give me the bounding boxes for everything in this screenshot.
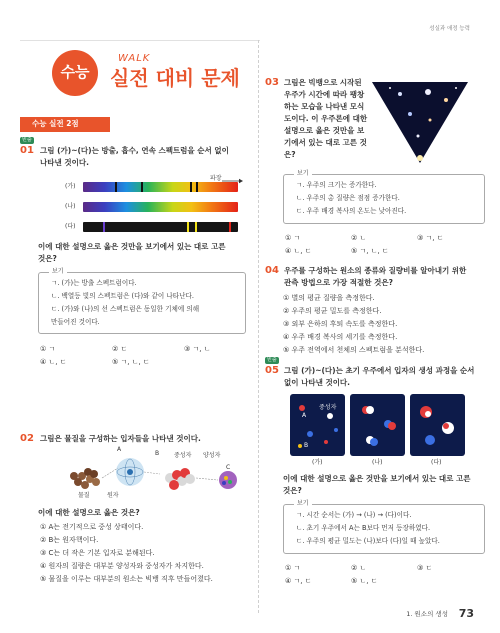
q4-text-line1: 우주를 구성하는 원소의 종류와 질량비를 알아내기 위한 <box>284 266 467 275</box>
q1-number: 01 <box>20 145 34 156</box>
page-title: 실전 대비 문제 <box>110 66 240 90</box>
q5-bogi-item-1: ㄱ. 시간 순서는 (가) → (나) → (다)이다. <box>296 511 412 519</box>
q4-option-5[interactable]: ⑤ 우주 전역에서 천체의 스펙트럼을 분석한다. <box>283 346 425 354</box>
spectrum-ga-continuous <box>83 182 238 192</box>
header-divider <box>20 40 260 41</box>
q1-bogi-item-4: 만들어진 것이다. <box>51 318 100 326</box>
q5-choice-4[interactable]: ④ ㄱ, ㄷ <box>285 577 312 585</box>
q1-bogi-item-3: ㄷ. (가)와 (나)의 선 스펙트럼은 동일한 기체에 의해 <box>51 305 200 313</box>
q5-text-line1: 그림 (가)~(다)는 초기 우주에서 입자의 생성 과정을 순서 <box>284 366 475 375</box>
footer-chapter: 1. 원소의 생성 <box>406 609 448 618</box>
q1-choice-1[interactable]: ① ㄱ <box>40 345 56 353</box>
q3-text-line7: 은? <box>284 150 296 159</box>
q3-text-line2: 우주가 시간에 따라 팽창 <box>284 90 365 99</box>
q3-bogi-item-2: ㄴ. 우주의 총 질량은 점점 증가한다. <box>296 194 400 202</box>
q2-prompt: 이에 대한 설명으로 옳은 것은? <box>38 508 140 517</box>
q4-number: 04 <box>265 265 279 276</box>
q5-choice-1[interactable]: ① ㄱ <box>285 564 301 572</box>
q2-text: 그림은 물질을 구성하는 입자들을 나타낸 것이다. <box>40 434 201 443</box>
wavelength-label: 파장 <box>210 175 222 182</box>
q5-bogi-item-3: ㄷ. 우주의 평균 밀도는 (나)보다 (다)일 때 높았다. <box>296 537 440 545</box>
panel-na-illustration <box>350 394 405 456</box>
q1-text-line1: 그림 (가)~(다)는 방출, 흡수, 연속 스펙트럼을 순서 없이 <box>40 146 229 155</box>
q4-option-2[interactable]: ② 우주의 평균 밀도를 측정한다. <box>283 307 382 315</box>
q3-bogi-label: 보기 <box>294 170 312 179</box>
q3-text-line5: 설명으로 옳은 것만을 보 <box>284 126 365 135</box>
column-divider <box>258 40 259 613</box>
label-b: B <box>155 450 160 457</box>
q1-bogi-item-1: ㄱ. (가)는 방출 스펙트럼이다. <box>51 279 137 287</box>
q4-option-3[interactable]: ③ 외부 은하의 후퇴 속도를 측정한다. <box>283 320 398 328</box>
q2-option-1[interactable]: ① A는 전기적으로 중성 상태이다. <box>40 523 144 531</box>
q3-text-line6: 기에서 있는 대로 고른 것 <box>284 138 367 147</box>
q1-bogi-label: 보기 <box>49 268 67 277</box>
q5-prompt-line2: 것은? <box>283 486 302 495</box>
label-c: C <box>226 464 231 471</box>
page-number: 73 <box>458 607 474 621</box>
q1-choice-3[interactable]: ③ ㄱ, ㄴ <box>184 345 211 353</box>
q5-label-neutron: 중성자 <box>319 404 337 411</box>
q3-text-line1: 그림은 빅뱅으로 시작된 <box>284 78 362 87</box>
q3-choice-2[interactable]: ② ㄴ <box>351 234 367 242</box>
q2-option-4[interactable]: ④ 원자의 질량은 대부분 양성자와 중성자가 차지한다. <box>40 562 204 570</box>
q2-option-5[interactable]: ⑤ 물질을 이루는 대부분의 원소는 빅뱅 직후 만들어졌다. <box>40 575 213 583</box>
q4-option-1[interactable]: ① 별의 평균 질량을 측정한다. <box>283 294 375 302</box>
universe-expansion-illustration <box>370 80 470 165</box>
q3-bogi-item-3: ㄷ. 우주 배경 복사의 온도는 낮아진다. <box>296 207 407 215</box>
panel-da-illustration <box>410 394 465 456</box>
q5-bogi-label: 보기 <box>294 500 312 509</box>
q2-option-3[interactable]: ③ C는 더 작은 기본 입자로 분해된다. <box>40 549 155 557</box>
q1-prompt-line2: 것은? <box>38 254 57 263</box>
q3-choice-1[interactable]: ① ㄱ <box>285 234 301 242</box>
header-tagline: 성실과 애정 능력 <box>429 26 470 32</box>
q1-prompt-line1: 이에 대한 설명으로 옳은 것만을 보기에서 있는 대로 고른 <box>38 242 226 251</box>
panel-ga-illustration <box>290 394 345 456</box>
section-tag: 수능 실전 2점 <box>20 117 110 132</box>
q1-bogi-item-2: ㄴ. 백열등 빛의 스펙트럼은 (다)와 같이 나타난다. <box>51 292 194 300</box>
label-a: A <box>117 446 122 453</box>
q5-bogi-item-2: ㄴ. 초기 우주에서 A는 B보다 먼저 등장하였다. <box>296 524 431 532</box>
label-proton: 양성자 <box>203 452 221 459</box>
q4-text-line2: 관측 방법으로 가장 적절한 것은? <box>284 278 393 287</box>
q2-number: 02 <box>20 433 34 444</box>
q1-bogi-box <box>38 268 246 334</box>
spectrum-na-absorption <box>83 202 238 212</box>
q3-bogi-item-1: ㄱ. 우주의 크기는 증가한다. <box>296 181 377 189</box>
q5-caption-na: (나) <box>372 459 383 466</box>
q1-badge: 빈출 <box>22 137 32 143</box>
q5-number: 05 <box>265 365 279 376</box>
spectrum-da-emission <box>83 222 238 232</box>
q1-text-line2: 나타낸 것이다. <box>40 158 89 167</box>
spectrum-label-na: (나) <box>65 203 76 210</box>
q5-choice-2[interactable]: ② ㄴ <box>351 564 367 572</box>
walk-label: WALK <box>118 53 151 64</box>
label-neutron: 중성자 <box>174 452 192 459</box>
suneung-badge: 수능 <box>52 50 98 96</box>
q5-bogi-box <box>283 500 485 554</box>
q5-label-a: A <box>302 412 307 419</box>
q3-choice-3[interactable]: ③ ㄱ, ㄷ <box>417 234 444 242</box>
q5-prompt-line1: 이에 대한 설명으로 옳은 것만을 보기에서 있는 대로 고른 <box>283 474 471 483</box>
q5-caption-ga: (가) <box>312 459 323 466</box>
q1-choice-5[interactable]: ⑤ ㄱ, ㄴ, ㄷ <box>112 358 150 366</box>
q3-number: 03 <box>265 77 279 88</box>
q3-text-line4: 도이다. 이 우주론에 대한 <box>284 114 368 123</box>
spectrum-label-da: (다) <box>65 223 76 230</box>
q5-label-b: B <box>304 442 309 449</box>
label-material: 물질 <box>78 492 90 499</box>
q2-option-2[interactable]: ② B는 원자핵이다. <box>40 536 99 544</box>
q5-choice-5[interactable]: ⑤ ㄴ, ㄷ <box>351 577 378 585</box>
spectrum-label-ga: (가) <box>65 183 76 190</box>
q5-badge: 빈출 <box>267 357 277 363</box>
q5-caption-da: (다) <box>431 459 442 466</box>
q3-choice-5[interactable]: ⑤ ㄱ, ㄴ, ㄷ <box>351 247 389 255</box>
q5-choice-3[interactable]: ③ ㄷ <box>417 564 433 572</box>
q1-choice-4[interactable]: ④ ㄴ, ㄷ <box>40 358 67 366</box>
q5-text-line2: 없이 나타낸 것이다. <box>284 378 351 387</box>
q1-choice-2[interactable]: ② ㄷ <box>112 345 128 353</box>
label-atom: 원자 <box>107 492 119 499</box>
q3-text-line3: 하는 모습을 나타낸 모식 <box>284 102 365 111</box>
q3-bogi-box <box>283 170 485 224</box>
q4-option-4[interactable]: ④ 우주 배경 복사의 세기를 측정한다. <box>283 333 398 341</box>
q3-choice-4[interactable]: ④ ㄴ, ㄷ <box>285 247 312 255</box>
